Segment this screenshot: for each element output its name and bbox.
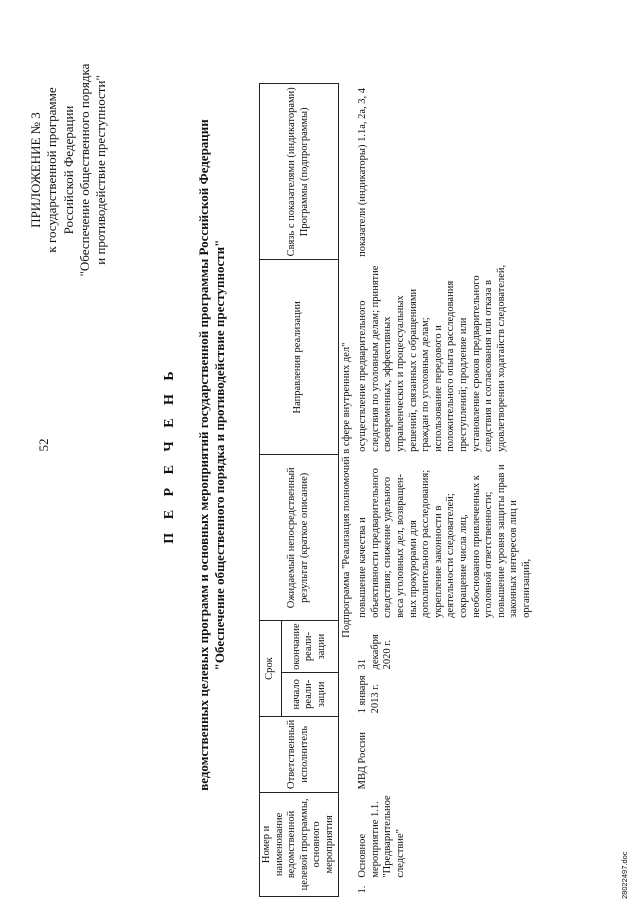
document-title	[162, 15, 229, 895]
title-line1: ведомственных целевых программ и основных мероприятий государственной программы Российской Федерации	[196, 119, 211, 791]
appendix-line: и противодействие преступности"	[93, 75, 108, 265]
header-directions: Направления реализации	[260, 260, 339, 455]
header-link: Связь с показателями (индикаторами) Программы (подпрограммы)	[260, 84, 339, 260]
appendix-line: ПРИЛОЖЕНИЕ № 3	[28, 112, 43, 228]
header-num-name: Номер и наименование ведомственной целевой программы, основного мероприятия	[260, 792, 339, 896]
subprogram-row	[338, 84, 355, 897]
appendix-line: Российской Федерации	[60, 105, 76, 235]
document-id: 28022497.doc	[620, 851, 629, 899]
appendix-line: к государственной программе	[44, 87, 60, 253]
subprogram-title: Подпрограмма "Реализация полномочий в сфере внутренних дел"	[340, 342, 352, 638]
row-executor: МВД России	[357, 731, 369, 790]
row-result: повышение качества и объективности предварительного следствия; снижение удельного веса уголовных дел, возвращен-ных прокурорами для дополнительного расследования; укрепление законности в деятельности следователей; сокращение числа лиц, необоснованно привлеченных к уголовной ответственности; повышение уровня защиты прав и законных интересов лиц и организаций,	[357, 464, 532, 618]
row-num-name-cell	[355, 792, 535, 896]
measures-table	[259, 83, 535, 897]
row-end: 31 декабря 2020 г.	[357, 634, 394, 670]
row-link: показатели (индикаторы) 1.1а, 2а, 3, 4	[357, 87, 369, 257]
row-number: 1.	[357, 885, 369, 894]
header-term: Срок	[260, 621, 282, 717]
header-end: окончание реали-зации	[281, 621, 338, 673]
title-line2: "Обеспечение общественного порядка и противодействие преступности"	[212, 239, 228, 671]
page-number: 52	[36, 438, 51, 452]
header-result: Ожидаемый непосредственный результат (краткое описание)	[260, 455, 339, 621]
header-start: начало реали-зации	[281, 672, 338, 716]
row-directions: осуществление предварительного следствия по уголовным делам; принятие своевременных, эффективных управленческих и процессуальных решений, связанных с обращениями граждан по уголовным делам; использование передового и положительного опыта расследования преступлений; продление или установление сроков предварительного следствия и согласования или отказа в удовлетворении ходатайств следователей,	[357, 264, 507, 452]
appendix-block	[28, 10, 109, 330]
table-row	[355, 84, 535, 897]
row-name: Основное мероприятие 1.1. "Предварительное следствие"	[357, 795, 406, 878]
row-start: 1 января 2013 г.	[357, 675, 381, 714]
title-main: П Е Р Е Ч Е Н Ь	[162, 366, 177, 544]
header-executor: Ответственный исполнитель	[260, 716, 339, 792]
appendix-line: "Обеспечение общественного порядка	[76, 63, 92, 277]
